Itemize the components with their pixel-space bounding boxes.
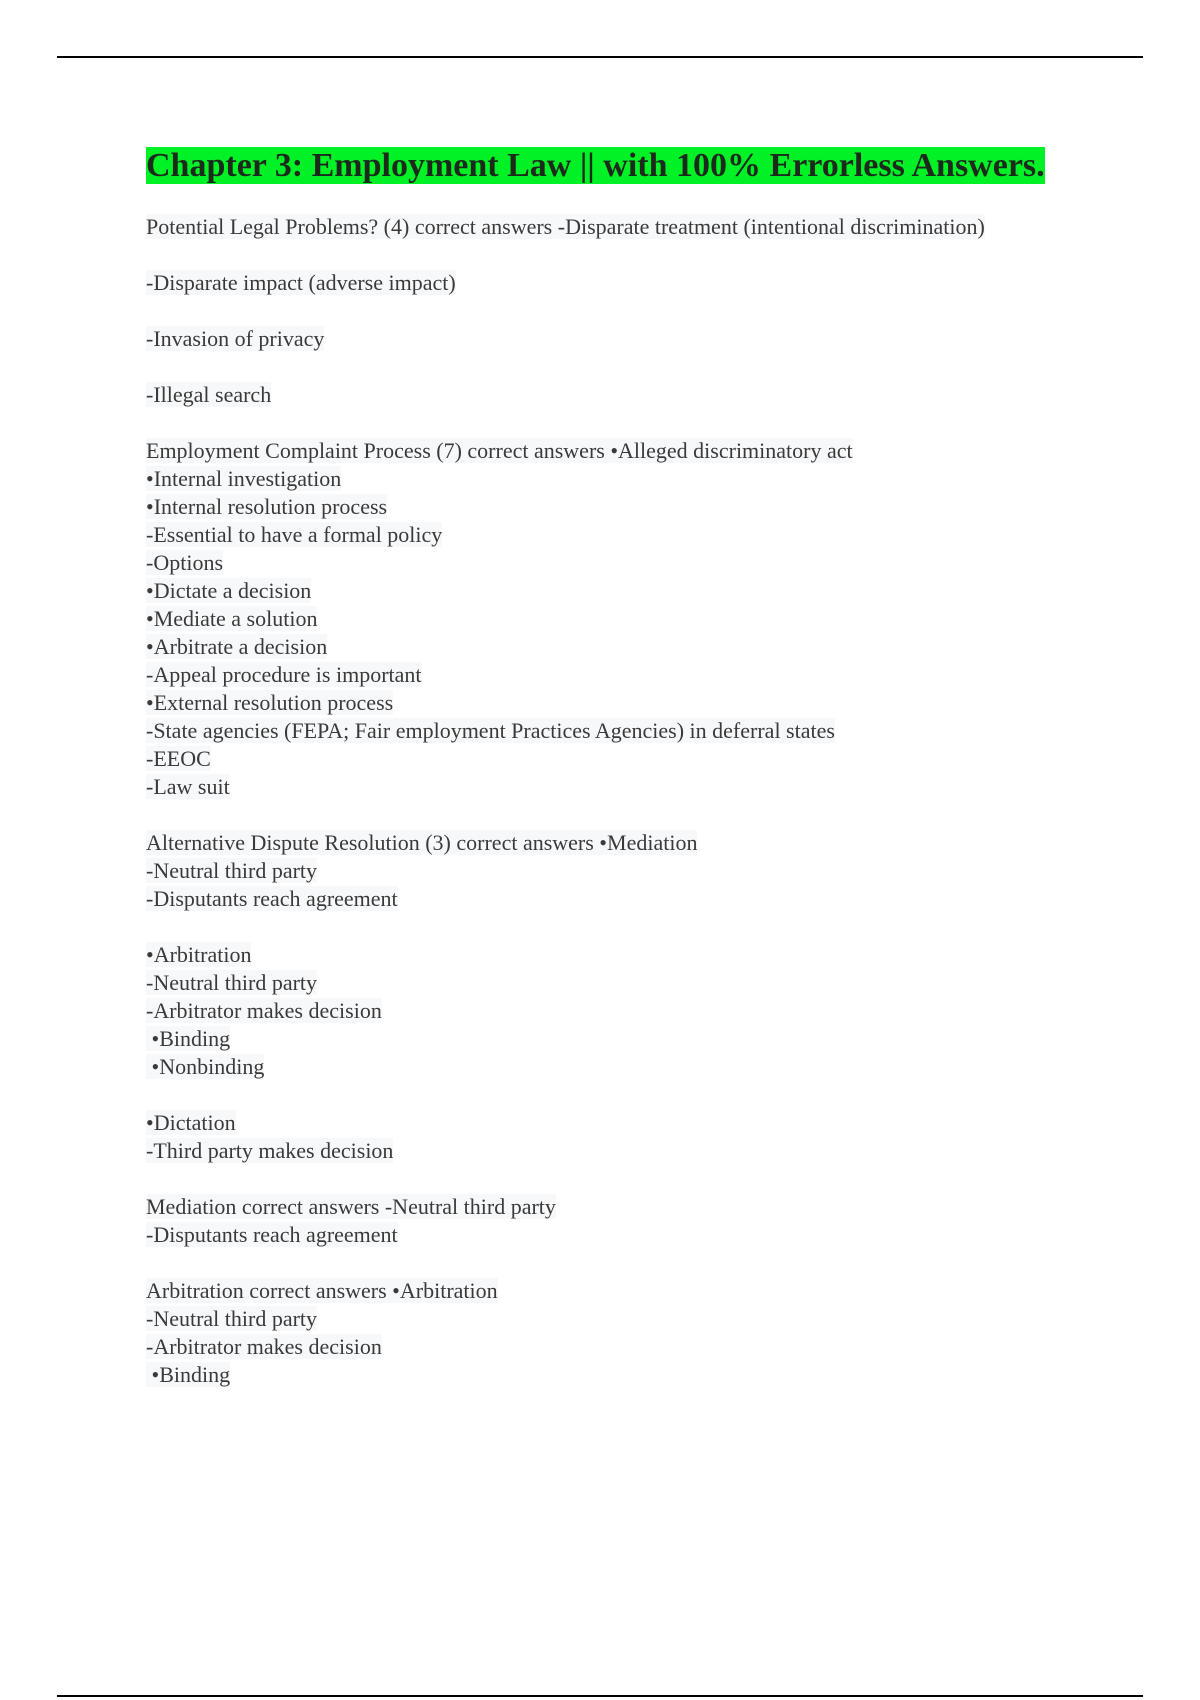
bottom-rule <box>57 1695 1143 1697</box>
text-line <box>146 521 1106 549</box>
text-line <box>146 1305 1106 1333</box>
text-line <box>146 885 1106 913</box>
paragraph <box>146 1193 1106 1249</box>
text-line-content: -Neutral third party <box>146 858 318 883</box>
top-rule <box>57 56 1143 58</box>
text-line-content: -Neutral third party <box>146 970 318 995</box>
text-line <box>146 325 1106 353</box>
text-line-content: -Appeal procedure is important <box>146 662 422 687</box>
text-line <box>146 1137 1106 1165</box>
text-line <box>146 1025 1106 1053</box>
text-line <box>146 437 1106 465</box>
text-line <box>146 689 1106 717</box>
text-line <box>146 633 1106 661</box>
text-line <box>146 381 1106 409</box>
text-line <box>146 773 1106 801</box>
paragraph-list <box>146 213 1106 1389</box>
text-line <box>146 997 1106 1025</box>
text-line-content: -Disputants reach agreement <box>146 1222 398 1247</box>
text-line-content: -EEOC <box>146 746 211 771</box>
text-line-content: -Disparate impact (adverse impact) <box>146 270 456 295</box>
text-line <box>146 605 1106 633</box>
text-line-content: Mediation correct answers -Neutral third party <box>146 1194 556 1219</box>
text-line-content: -Arbitrator makes decision <box>146 1334 382 1359</box>
text-line-content: Employment Complaint Process (7) correct answers •Alleged discriminatory act <box>146 438 853 463</box>
text-line <box>146 549 1106 577</box>
text-line <box>146 745 1106 773</box>
text-line <box>146 1361 1106 1389</box>
text-line <box>146 1277 1106 1305</box>
document-title <box>146 145 1106 187</box>
text-line-content: •Mediate a solution <box>146 606 318 631</box>
paragraph <box>146 213 1106 241</box>
paragraph <box>146 941 1106 1081</box>
text-line <box>146 269 1106 297</box>
text-line <box>146 969 1106 997</box>
text-line-content: •External resolution process <box>146 690 394 715</box>
text-line <box>146 1109 1106 1137</box>
paragraph <box>146 269 1106 297</box>
text-line-content: •Internal resolution process <box>146 494 388 519</box>
paragraph <box>146 437 1106 801</box>
text-line <box>146 941 1106 969</box>
document-body <box>146 145 1106 1417</box>
text-line <box>146 1193 1106 1221</box>
text-line-content: •Nonbinding <box>146 1054 265 1079</box>
text-line <box>146 577 1106 605</box>
paragraph <box>146 325 1106 353</box>
text-line <box>146 661 1106 689</box>
text-line-content: Potential Legal Problems? (4) correct answers -Disparate treatment (intentional discrimination) <box>146 214 985 239</box>
text-line-content: •Internal investigation <box>146 466 342 491</box>
text-line <box>146 857 1106 885</box>
paragraph <box>146 1109 1106 1165</box>
text-line <box>146 213 1106 241</box>
text-line-content: •Binding <box>146 1362 231 1387</box>
text-line-content: •Dictation <box>146 1110 236 1135</box>
text-line <box>146 1221 1106 1249</box>
paragraph <box>146 381 1106 409</box>
text-line <box>146 717 1106 745</box>
text-line-content: -Third party makes decision <box>146 1138 394 1163</box>
text-line-content: •Dictate a decision <box>146 578 312 603</box>
text-line-content: •Binding <box>146 1026 231 1051</box>
text-line-content: •Arbitrate a decision <box>146 634 328 659</box>
text-line <box>146 829 1106 857</box>
text-line <box>146 493 1106 521</box>
text-line-content: -Arbitrator makes decision <box>146 998 382 1023</box>
text-line-content: -State agencies (FEPA; Fair employment Practices Agencies) in deferral states <box>146 718 835 743</box>
text-line-content: -Disputants reach agreement <box>146 886 398 911</box>
text-line <box>146 465 1106 493</box>
text-line-content: •Arbitration <box>146 942 252 967</box>
text-line <box>146 1053 1106 1081</box>
paragraph <box>146 829 1106 913</box>
text-line-content: -Neutral third party <box>146 1306 318 1331</box>
text-line-content: -Invasion of privacy <box>146 326 325 351</box>
text-line-content: -Essential to have a formal policy <box>146 522 443 547</box>
text-line <box>146 1333 1106 1361</box>
text-line-content: -Law suit <box>146 774 230 799</box>
text-line-content: Arbitration correct answers •Arbitration <box>146 1278 498 1303</box>
text-line-content: -Options <box>146 550 223 575</box>
text-line-content: Alternative Dispute Resolution (3) correct answers •Mediation <box>146 830 698 855</box>
text-line-content: -Illegal search <box>146 382 272 407</box>
document-title-text: Chapter 3: Employment Law || with 100% Errorless Answers. <box>146 147 1045 184</box>
paragraph <box>146 1277 1106 1389</box>
